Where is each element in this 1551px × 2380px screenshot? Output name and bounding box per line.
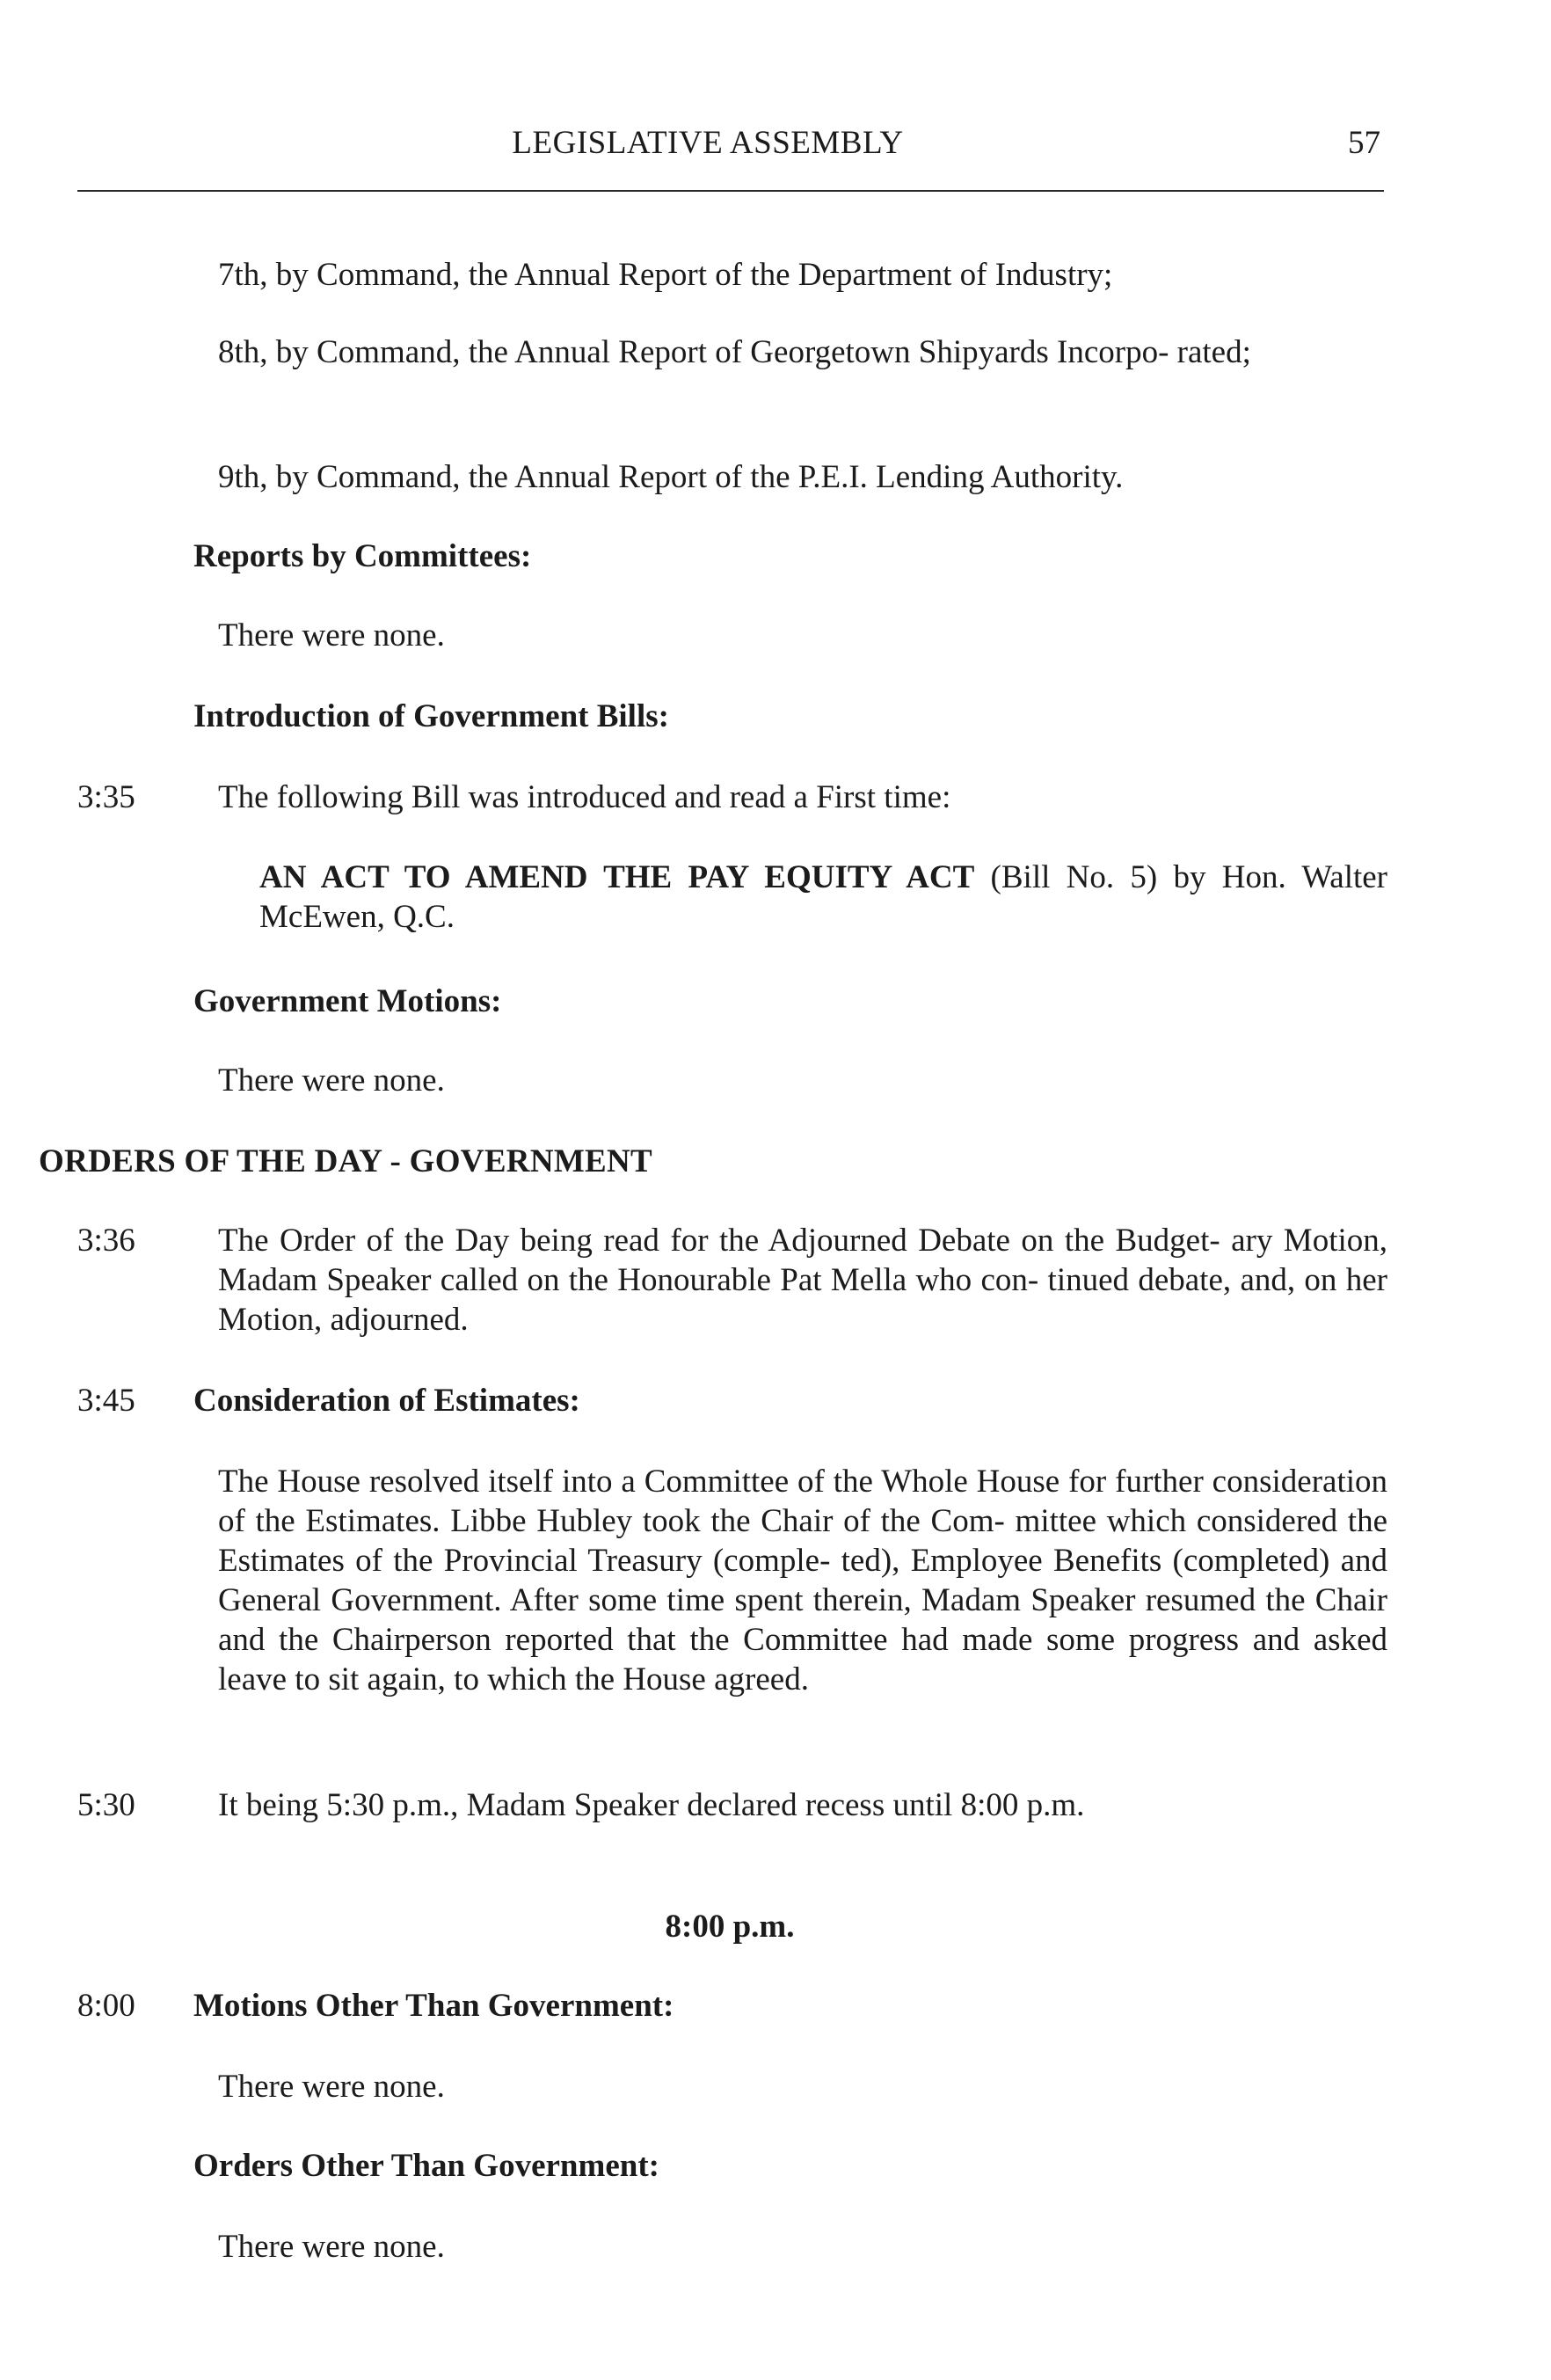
orders-other-heading: Orders Other Than Government: — [193, 2148, 659, 2184]
bill-detail: (Bill No. 5) by Hon. Walter McEwen, Q.C. — [259, 859, 1387, 935]
motions-other-heading: Motions Other Than Government: — [193, 1988, 674, 2024]
reports-by-committees-text: There were none. — [218, 617, 445, 653]
time-marker: 3:36 — [77, 1223, 135, 1259]
government-motions-text: There were none. — [218, 1062, 445, 1099]
reports-by-committees-heading: Reports by Committees: — [193, 538, 532, 574]
government-motions-heading: Government Motions: — [193, 983, 502, 1019]
orders-of-the-day-text: The Order of the Day being read for the Adjourned Debate on the Budget- ary Motion, Madam Speaker called on the Honourable Pat Mella who con- tinued debate, and, on her Motion, adjourned. — [218, 1223, 1387, 1338]
time-marker: 3:35 — [77, 779, 135, 815]
orders-of-the-day-heading: ORDERS OF THE DAY - GOVERNMENT — [39, 1143, 653, 1179]
motions-other-text: There were none. — [218, 2069, 445, 2105]
paper-item-7th: 7th, by Command, the Annual Report of the Department of Industry; — [218, 257, 1113, 293]
recess-text: It being 5:30 p.m., Madam Speaker declared recess until 8:00 p.m. — [218, 1787, 1085, 1823]
bill-entry — [259, 858, 1387, 937]
time-marker: 3:45 — [77, 1383, 135, 1419]
evening-time-heading: 8:00 p.m. — [665, 1909, 795, 1945]
paper-item-9th: 9th, by Command, the Annual Report of the P.E.I. Lending Authority. — [218, 459, 1124, 495]
estimates-heading: Consideration of Estimates: — [193, 1383, 580, 1419]
orders-other-text: There were none. — [218, 2229, 445, 2265]
estimates-text: The House resolved itself into a Committee of the Whole House for further consideration of the Estimates. Libbe Hubley took the Chair of the Com- mittee which considered the Estimates of the Provincial Treasury (comple- ted), Employee Benefits (completed) and General Government. After some time spent therein, Madam Speaker resumed the Chair and the Chairperson reported that the Committee had made some progress and asked leave to sit again, to which the House agreed. — [218, 1464, 1387, 1697]
government-bills-text: The following Bill was introduced and read a First time: — [218, 779, 951, 815]
header-rule — [77, 190, 1384, 192]
time-marker: 5:30 — [77, 1787, 135, 1823]
time-marker: 8:00 — [77, 1988, 135, 2024]
running-header-title: LEGISLATIVE ASSEMBLY — [512, 125, 904, 161]
paper-item-8th: 8th, by Command, the Annual Report of Georgetown Shipyards Incorpo- rated; — [218, 334, 1251, 370]
government-bills-heading: Introduction of Government Bills: — [193, 698, 669, 734]
page-number: 57 — [1348, 125, 1380, 161]
bill-title: AN ACT TO AMEND THE PAY EQUITY ACT — [259, 859, 975, 895]
